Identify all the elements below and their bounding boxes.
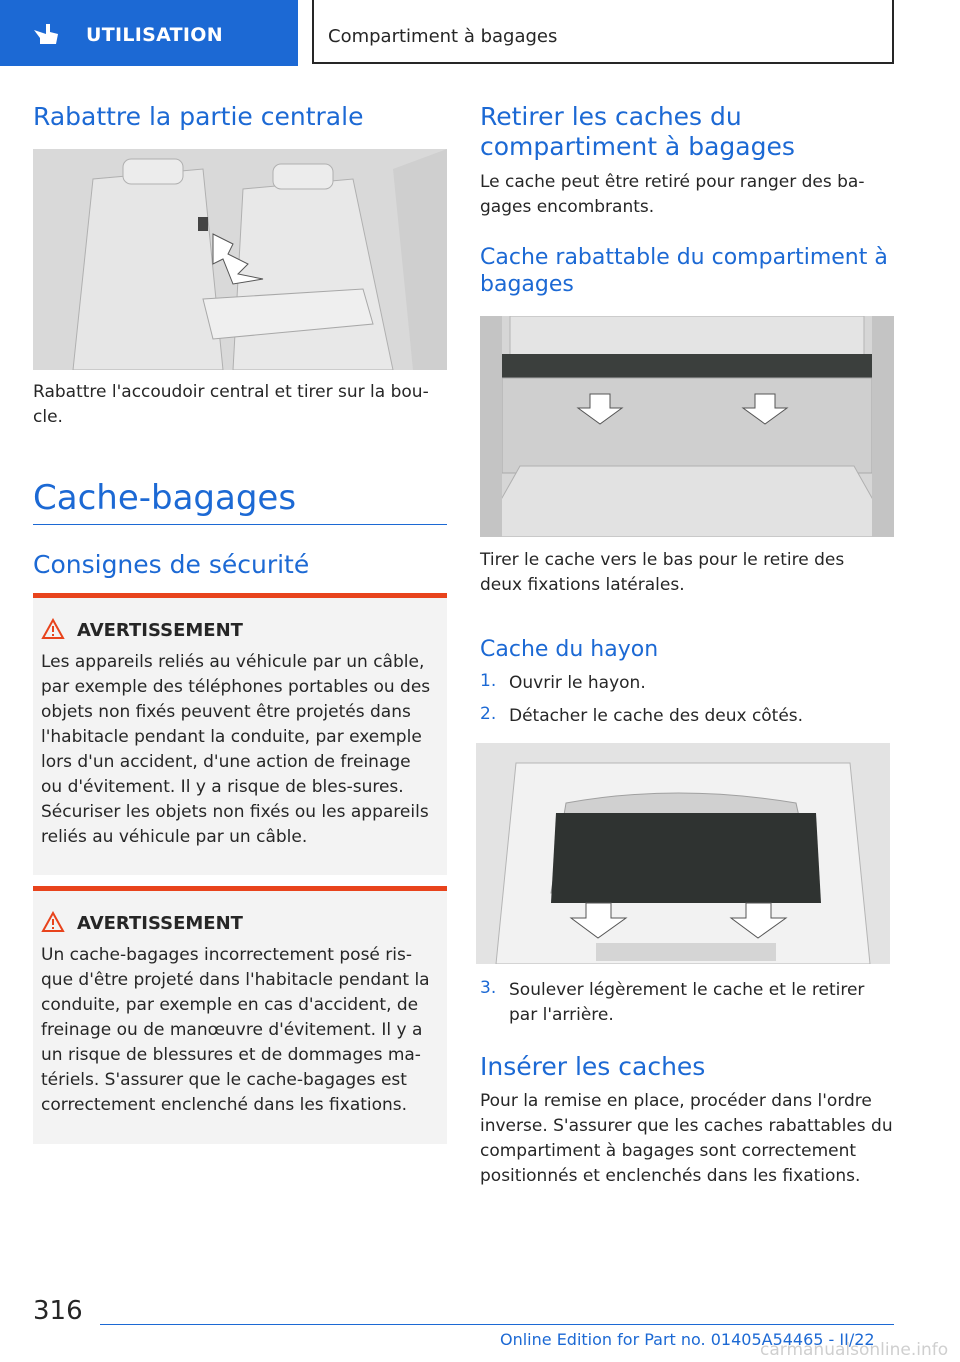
paragraph-retirer: Le cache peut être retiré pour ranger des ba-gages encombrants.	[480, 172, 865, 217]
tailgate-cover-image	[476, 743, 890, 964]
trunk-cover-image	[480, 316, 894, 537]
heading-rabattable: Cache rabattable du compartiment à bagages	[480, 245, 888, 297]
hand-touch-icon	[30, 20, 62, 48]
paragraph-rabattable: Tirer le cache vers le bas pour le retire des deux fixations latérales.	[480, 550, 845, 595]
step-number: 2.	[480, 704, 497, 724]
heading-consignes: Consignes de sécurité	[33, 550, 310, 579]
armrest-illustration	[33, 149, 447, 370]
step-number: 3.	[480, 978, 497, 998]
warning-title: AVERTISSEMENT	[77, 913, 243, 934]
warning-triangle-icon	[41, 911, 65, 933]
warning-box-1	[33, 593, 447, 875]
heading-retirer: Retirer les caches du compartiment à bagages	[480, 102, 795, 161]
chapter-tab[interactable]	[312, 0, 894, 64]
heading-inserer: Insérer les caches	[480, 1052, 706, 1081]
warning-triangle-icon	[41, 618, 65, 640]
warning-text: Un cache-bagages incorrectement posé ris-que d'être projeté dans l'habitacle pendant la conduite, par exemple en cas d'accident, de freinage ou de manœuvre d'évitement. Il y a un risque de blessures et de dommages ma-tériels. S'assurer que le cache-bagages est correctement enclenché dans les fixations.	[41, 945, 430, 1115]
heading-underline	[33, 524, 447, 525]
step-text: Détacher le cache des deux côtés.	[509, 706, 804, 726]
heading-rabattre: Rabattre la partie centrale	[33, 102, 364, 131]
section-tab[interactable]	[0, 0, 298, 66]
rear-seat-armrest-image	[33, 149, 447, 370]
warning-title: AVERTISSEMENT	[77, 620, 243, 641]
step-number: 1.	[480, 671, 497, 691]
paragraph-rabattre: Rabattre l'accoudoir central et tirer sur la bou-cle.	[33, 382, 429, 427]
warning-text: Les appareils reliés au véhicule par un câble, par exemple des téléphones portables ou des objets non fixés peuvent être projetés dans l'habitacle pendant la conduite, par exemple lors d'un accident, d'une action de freinage ou d'évitement. Il y a risque de bles-sures. Sécuriser les objets non fixés ou les appareils reliés au véhicule par un câble.	[41, 652, 431, 847]
section-tab-label: UTILISATION	[86, 24, 223, 46]
trunk-cover-illustration	[480, 316, 894, 537]
watermark: carmanualsonline.info	[760, 1340, 949, 1360]
page-number: 316	[33, 1296, 83, 1326]
chapter-tab-label: Compartiment à bagages	[328, 26, 558, 47]
step-text: Soulever légèrement le cache et le retirer par l'arrière.	[509, 980, 865, 1025]
heading-cache-bagages: Cache-bagages	[33, 478, 297, 518]
paragraph-inserer: Pour la remise en place, procéder dans l'ordre inverse. S'assurer que les caches rabattables du compartiment à bagages sont correctement positionnés et enclenchés dans les fixations.	[480, 1091, 893, 1186]
footer-divider	[100, 1324, 894, 1325]
tailgate-cover-illustration	[476, 743, 890, 964]
footer-edition: Online Edition for Part no. 01405A54465 - II/22	[500, 1330, 875, 1349]
heading-hayon: Cache du hayon	[480, 637, 659, 662]
warning-box-2	[33, 886, 447, 1144]
step-text: Ouvrir le hayon.	[509, 673, 646, 693]
